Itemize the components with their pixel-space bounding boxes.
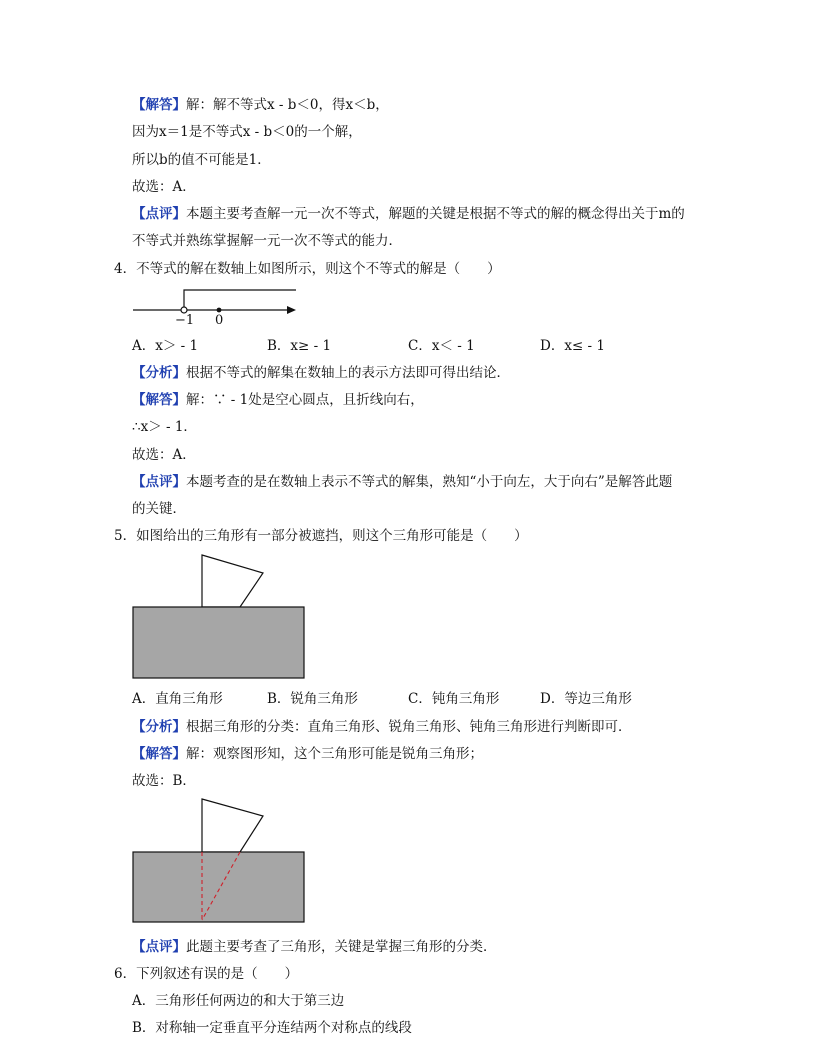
jieda-text: 解：∵ - 1处是空心圆点，且折线向右， xyxy=(186,392,424,408)
occluding-rectangle xyxy=(133,852,304,922)
dianping-tag: 【点评】 xyxy=(132,939,186,955)
dianping-text: 本题考查的是在数轴上表示不等式的解集，熟知“小于向左，大于向右”是解答此题 xyxy=(186,474,673,490)
axis-label-0: 0 xyxy=(215,313,224,328)
q4-option-a: A．x＞ - 1 xyxy=(132,338,199,354)
fenxi-text: 根据三角形的分类：直角三角形、锐角三角形、钝角三角形进行判断即可． xyxy=(186,719,632,735)
q5-choose: 故选：B． xyxy=(132,773,196,789)
jieda-tag: 【解答】 xyxy=(132,97,186,113)
q3-dianping-line2: 不等式并熟练掌握解一元一次不等式的能力． xyxy=(132,233,402,249)
q3-line3: 所以b的值不可能是1． xyxy=(132,152,271,168)
q5-option-b: B．锐角三角形 xyxy=(267,691,358,707)
q5-stem: 5．如图给出的三角形有一部分被遮挡，则这个三角形可能是（ ） xyxy=(114,528,528,544)
jieda-text: 解：解不等式x - b＜0，得x＜b， xyxy=(186,97,389,113)
q4-dianping-line2: 的关键． xyxy=(132,501,186,517)
dianping-tag: 【点评】 xyxy=(132,206,186,222)
fenxi-tag: 【分析】 xyxy=(132,719,186,735)
q4-stem: 4．不等式的解在数轴上如图所示，则这个不等式的解是（ ） xyxy=(114,261,501,277)
q4-option-c: C．x＜ - 1 xyxy=(408,338,475,354)
jieda-tag: 【解答】 xyxy=(132,392,186,408)
fenxi-text: 根据不等式的解集在数轴上的表示方法即可得出结论． xyxy=(186,365,510,381)
q4-choose: 故选：A． xyxy=(132,447,196,463)
dianping-text: 本题主要考查解一元一次不等式，解题的关键是根据不等式的解的概念得出关于m的 xyxy=(186,206,685,222)
q5-dianping-line xyxy=(132,938,497,956)
q4-option-d: D．x≤ - 1 xyxy=(540,338,605,354)
jieda-text: 解：观察图形知，这个三角形可能是锐角三角形； xyxy=(186,746,483,762)
q6-stem: 6．下列叙述有误的是（ ） xyxy=(114,966,299,982)
q4-line2: ∴x＞ - 1． xyxy=(132,419,197,435)
dianping-tag: 【点评】 xyxy=(132,474,186,490)
q6-option-b: B．对称轴一定垂直平分连结两个对称点的线段 xyxy=(132,1020,412,1036)
axis-label-neg1: −1 xyxy=(175,313,195,328)
dianping-text: 此题主要考查了三角形，关键是掌握三角形的分类． xyxy=(186,939,497,955)
q5-option-d: D．等边三角形 xyxy=(540,691,632,707)
partial-triangle xyxy=(202,799,263,852)
q6-option-a: A．三角形任何两边的和大于第三边 xyxy=(132,993,345,1009)
q3-line2: 因为x＝1是不等式x - b＜0的一个解， xyxy=(132,124,362,140)
q5-option-a: A．直角三角形 xyxy=(132,691,223,707)
q5-option-c: C．钝角三角形 xyxy=(408,691,500,707)
q3-choose: 故选：A． xyxy=(132,179,196,195)
jieda-tag: 【解答】 xyxy=(132,746,186,762)
q4-option-b: B．x≥ - 1 xyxy=(267,338,332,354)
fenxi-tag: 【分析】 xyxy=(132,365,186,381)
